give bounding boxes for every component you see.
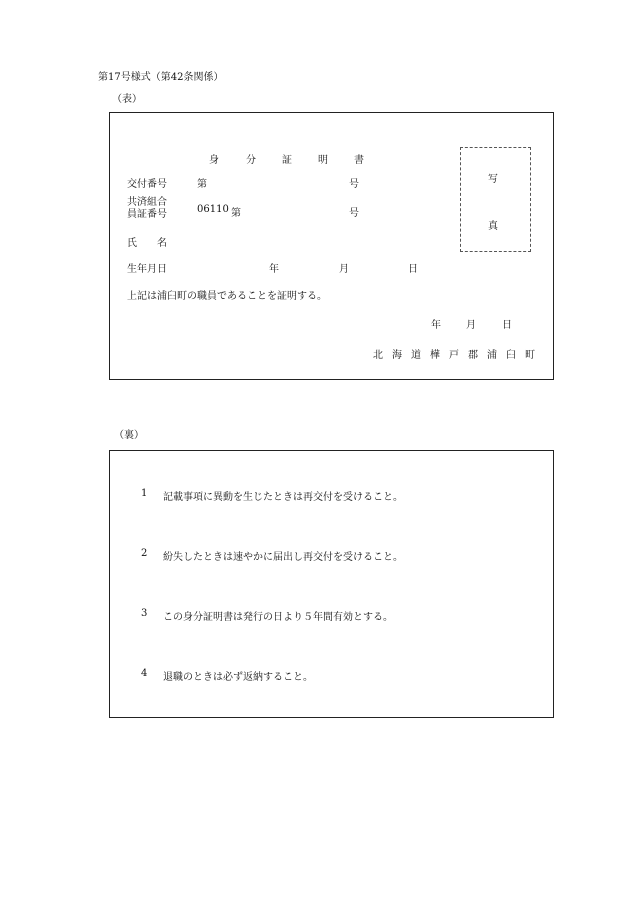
photo-char: 真 xyxy=(488,221,498,232)
issuer-char: 海 xyxy=(392,350,402,361)
issuer-char: 郡 xyxy=(468,350,478,361)
birth-date-label: 生年月日 xyxy=(127,264,167,275)
kyosai-label-line2: 員証番号 xyxy=(127,209,167,220)
issuer-char: 臼 xyxy=(506,350,516,361)
item-number: 2 xyxy=(141,548,148,559)
item-text: 退職のときは必ず返納すること。 xyxy=(163,672,313,683)
birth-day-label: 日 xyxy=(408,264,418,275)
issuer-char: 樺 xyxy=(430,350,440,361)
back-label: （裏） xyxy=(114,430,144,441)
birth-month-label: 月 xyxy=(339,264,349,275)
issuer-char: 戸 xyxy=(449,350,459,361)
issue-month-label: 月 xyxy=(466,320,476,331)
kyosai-code: 06110 xyxy=(197,204,229,215)
item-text: 記載事項に異動を生じたときは再交付を受けること。 xyxy=(163,492,403,503)
front-card xyxy=(109,112,554,380)
issuer-char: 道 xyxy=(411,350,421,361)
item-number: 3 xyxy=(141,608,148,619)
title-char: 書 xyxy=(354,155,364,166)
item-number: 4 xyxy=(141,668,148,679)
issue-year-label: 年 xyxy=(431,320,441,331)
front-label: （表） xyxy=(112,94,142,105)
title-char: 身 xyxy=(209,155,219,166)
kyosai-suffix: 号 xyxy=(349,208,359,219)
issue-number-label: 交付番号 xyxy=(127,179,167,190)
photo-placeholder xyxy=(460,147,531,252)
title-char: 明 xyxy=(318,155,328,166)
title-char: 分 xyxy=(246,155,256,166)
issue-number-prefix: 第 xyxy=(197,179,207,190)
issue-number-suffix: 号 xyxy=(349,179,359,190)
issuer-char: 浦 xyxy=(487,350,497,361)
item-number: 1 xyxy=(141,488,148,499)
kyosai-label-line1: 共済組合 xyxy=(127,197,167,208)
item-text: 紛失したときは速やかに届出し再交付を受けること。 xyxy=(163,552,403,563)
certification-text: 上記は浦臼町の職員であることを証明する。 xyxy=(127,291,327,302)
issuer-char: 北 xyxy=(373,350,383,361)
form-number: 第17号様式（第42条関係） xyxy=(98,72,224,83)
back-card xyxy=(109,450,554,718)
photo-char: 写 xyxy=(488,174,498,185)
kyosai-prefix: 第 xyxy=(231,208,241,219)
birth-year-label: 年 xyxy=(269,264,279,275)
issue-day-label: 日 xyxy=(502,320,512,331)
name-label: 氏 名 xyxy=(127,238,167,249)
title-char: 証 xyxy=(282,155,292,166)
item-text: この身分証明書は発行の日より５年間有効とする。 xyxy=(163,612,393,623)
issuer-char: 町 xyxy=(525,350,535,361)
